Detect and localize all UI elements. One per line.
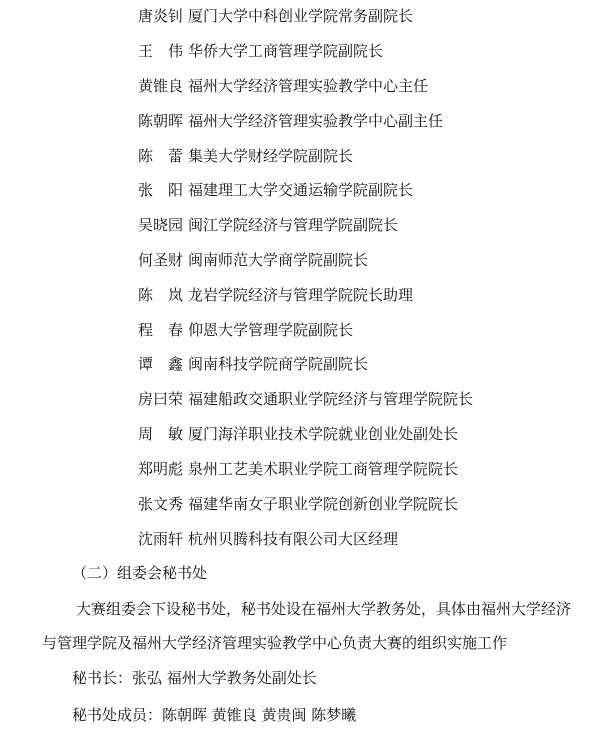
paragraph-line: 大赛组委会下设秘书处，秘书处设在福州大学教务处，具体由福州大学经济 [76,600,572,618]
list-item [138,74,428,98]
member-role: 华侨大学工商管理学院副院长 [188,42,384,60]
member-role: 闽南科技学院商学院副院长 [188,355,369,373]
member-role: 福州大学经济管理实验教学中心主任 [188,77,429,95]
list-item [138,422,458,446]
member-role: 福建理工大学交通运输学院副院长 [188,181,414,199]
list-item [138,387,473,411]
member-name: 程 春 [138,321,184,339]
list-item [138,457,458,481]
list-item [138,213,398,237]
paragraph-line: 与管理学院及福州大学经济管理实验教学中心负责大赛的组织实施工作 [42,634,508,652]
list-item [138,352,368,376]
member-role: 闽江学院经济与管理学院副院长 [188,216,399,234]
secretary-general-line: 秘书长：张弘 福州大学教务处副处长 [72,669,317,687]
member-name: 陈 蕾 [138,147,184,165]
list-item [138,178,413,202]
member-name: 陈 岚 [138,286,184,304]
list-item [138,248,368,272]
list-item [138,318,353,342]
member-role: 福建船政交通职业学院经济与管理学院院长 [188,390,474,408]
list-item [138,144,353,168]
section-heading: （二）组委会秘书处 [72,564,208,582]
member-name: 张 阳 [138,181,184,199]
member-role: 福州大学经济管理实验教学中心副主任 [188,112,444,130]
member-name: 谭 鑫 [138,355,184,373]
member-role: 龙岩学院经济与管理学院院长助理 [188,286,414,304]
list-item [138,109,443,133]
member-role: 闽南师范大学商学院副院长 [188,251,369,269]
list-item [138,39,383,63]
member-name: 唐炎钊 [138,7,184,25]
list-item [138,4,413,28]
member-name: 张文秀 [138,495,184,513]
member-role: 集美大学财经学院副院长 [188,147,354,165]
member-role: 仰恩大学管理学院副院长 [188,321,354,339]
member-role: 杭州贝腾科技有限公司大区经理 [188,530,399,548]
member-role: 厦门海洋职业技术学院就业创业处副处长 [188,425,459,443]
member-name: 郑明彪 [138,460,184,478]
list-item [138,283,413,307]
list-item [138,527,398,551]
member-name: 吴晓园 [138,216,184,234]
list-item [138,492,458,516]
secretariat-members-line: 秘书处成员：陈朝晖 黄锥良 黄贵闽 陈梦曦 [72,706,357,724]
member-name: 房曰荣 [138,390,184,408]
member-role: 泉州工艺美术职业学院工商管理学院院长 [188,460,459,478]
member-name: 沈雨轩 [138,530,184,548]
member-name: 王 伟 [138,42,184,60]
member-name: 黄锥良 [138,77,184,95]
member-name: 陈朝晖 [138,112,184,130]
member-name: 周 敏 [138,425,184,443]
member-name: 何圣财 [138,251,184,269]
member-role: 福建华南女子职业学院创新创业学院院长 [188,495,459,513]
member-role: 厦门大学中科创业学院常务副院长 [188,7,414,25]
